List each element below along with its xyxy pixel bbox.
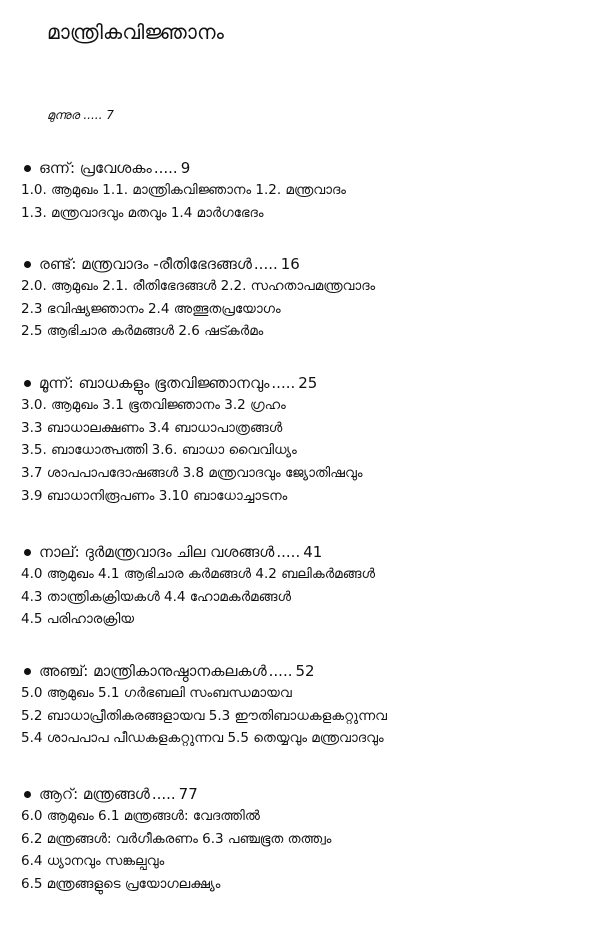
toc-subentry-line: 2.5 ആഭിചാര കർമങ്ങൾ 2.6 ഷട്കർമം [21, 323, 264, 340]
toc-subentry-line: 3.0. ആമുഖം 3.1 ഭൂതവിജ്ഞാനം 3.2 ഗ്രഹം [21, 397, 286, 413]
section-title: ഒന്ന്: പ്രവേശകം [39, 159, 152, 177]
toc-subentry-line: 4.5 പരിഹാരക്രിയ [21, 611, 135, 628]
section-dots: ..... [271, 374, 296, 392]
bullet-icon [24, 261, 31, 268]
toc-section [21, 660, 591, 750]
section-title: ആറ്: മന്ത്രങ്ങൾ [39, 785, 150, 803]
toc-subentry-line: 5.2 ബാധാപ്രീതികരങ്ങളായവ 5.3 ഈതിബാധകളകറ്റുന്നവ [21, 707, 388, 724]
section-heading [21, 253, 591, 275]
preface-label: മുന്നുര [47, 108, 80, 122]
preface-page-number: 7 [106, 108, 114, 122]
toc-subentry-line: 6.0 ആമുഖം 6.1 മന്ത്രങ്ങൾ: വേദത്തിൽ [21, 808, 260, 824]
toc-subentry-line: 3.5. ബാധോത്പത്തി 3.6. ബാധാ വൈവിധ്യം [21, 442, 297, 459]
section-dots: ..... [151, 785, 176, 803]
toc-subentry-line: 5.4 ശാപപാപ പീഡകളകറ്റുന്നവ 5.5 തെയ്യവും മന്ത്രവാദവും [21, 730, 384, 747]
section-page-number: 41 [303, 543, 323, 561]
toc-subentry-line: 5.0 ആമുഖം 5.1 ഗർഭബലി സംബന്ധമായവ [21, 685, 292, 701]
section-page-number: 25 [298, 374, 318, 392]
section-title: അഞ്ച്: മാന്ത്രികാനുഷ്ഠാനകലകൾ [39, 662, 267, 680]
section-dots: ..... [253, 255, 278, 273]
section-page-number: 16 [280, 255, 300, 273]
page-title: മാന്ത്രികവിജ്ഞാനം [47, 20, 225, 44]
toc-section [21, 372, 591, 507]
section-title: രണ്ട്: മന്ത്രവാദം -രീതിഭേദങ്ങൾ [39, 255, 252, 273]
toc-subentry-line: 4.0 ആമുഖം 4.1 ആഭിചാര കർമങ്ങൾ 4.2 ബലികർമങ്ങൾ [21, 566, 376, 582]
section-dots: ..... [268, 662, 293, 680]
toc-section [21, 783, 591, 896]
toc-section [21, 157, 591, 224]
section-heading [21, 660, 591, 682]
toc-subentry-line: 2.3 ഭവിഷ്യജ്ഞാനം 2.4 അത്ഭുതപ്രയോഗം [21, 300, 281, 317]
section-page-number: 52 [295, 662, 315, 680]
toc-subentry-line: 2.0. ആമുഖം 2.1. രീതിഭേദങ്ങൾ 2.2. സഹതാപമന്ത്രവാദം [21, 278, 376, 294]
toc-subentry-line: 6.2 മന്ത്രങ്ങൾ: വർഗീകരണം 6.3 പഞ്ചഭൂത തത്ത്വം [21, 830, 332, 847]
toc-subentry-line: 3.3 ബാധാലക്ഷണം 3.4 ബാധാപാത്രങ്ങൾ [21, 419, 283, 436]
toc-subentry-line: 3.7 ശാപപാപദോഷങ്ങൾ 3.8 മന്ത്രവാദവും ജ്യോതിഷവും [21, 465, 363, 482]
preface-dots: ..... [83, 108, 103, 122]
section-title: നാല്: ദുർമന്ത്രവാദം ചില വശങ്ങൾ [39, 543, 275, 561]
section-dots: ..... [153, 159, 178, 177]
toc-section [21, 253, 591, 343]
bullet-icon [24, 668, 31, 675]
bullet-icon [24, 165, 31, 172]
toc-section [21, 541, 591, 631]
bullet-icon [24, 380, 31, 387]
section-heading [21, 372, 591, 394]
section-heading [21, 541, 591, 563]
toc-subentry-line: 3.9 ബാധാനിരൂപണം 3.10 ബാധോച്ചാടനം [21, 487, 288, 504]
toc-subentry-line: 6.4 ധ്യാനവും സങ്കല്പവും [21, 853, 165, 870]
section-heading [21, 783, 591, 805]
bullet-icon [24, 549, 31, 556]
toc-subentry-line: 4.3 താന്ത്രികക്രിയകൾ 4.4 ഹോമകർമങ്ങൾ [21, 588, 292, 605]
section-page-number: 9 [180, 159, 191, 177]
bullet-icon [24, 791, 31, 798]
section-title: മൂന്ന്: ബാധകളും ഭൂതവിജ്ഞാനവും [39, 374, 270, 392]
section-heading [21, 157, 591, 179]
section-page-number: 77 [178, 785, 198, 803]
section-dots: ..... [276, 543, 301, 561]
preface-entry [47, 108, 114, 123]
toc-subentry-line: 6.5 മന്ത്രങ്ങളുടെ പ്രയോഗലക്ഷ്യം [21, 876, 221, 893]
toc-subentry-line: 1.3. മന്ത്രവാദവും മതവും 1.4 മാർഗഭേദം [21, 204, 264, 221]
toc-subentry-line: 1.0. ആമുഖം 1.1. മാന്ത്രികവിജ്ഞാനം 1.2. മന്ത്രവാദം [21, 182, 346, 198]
